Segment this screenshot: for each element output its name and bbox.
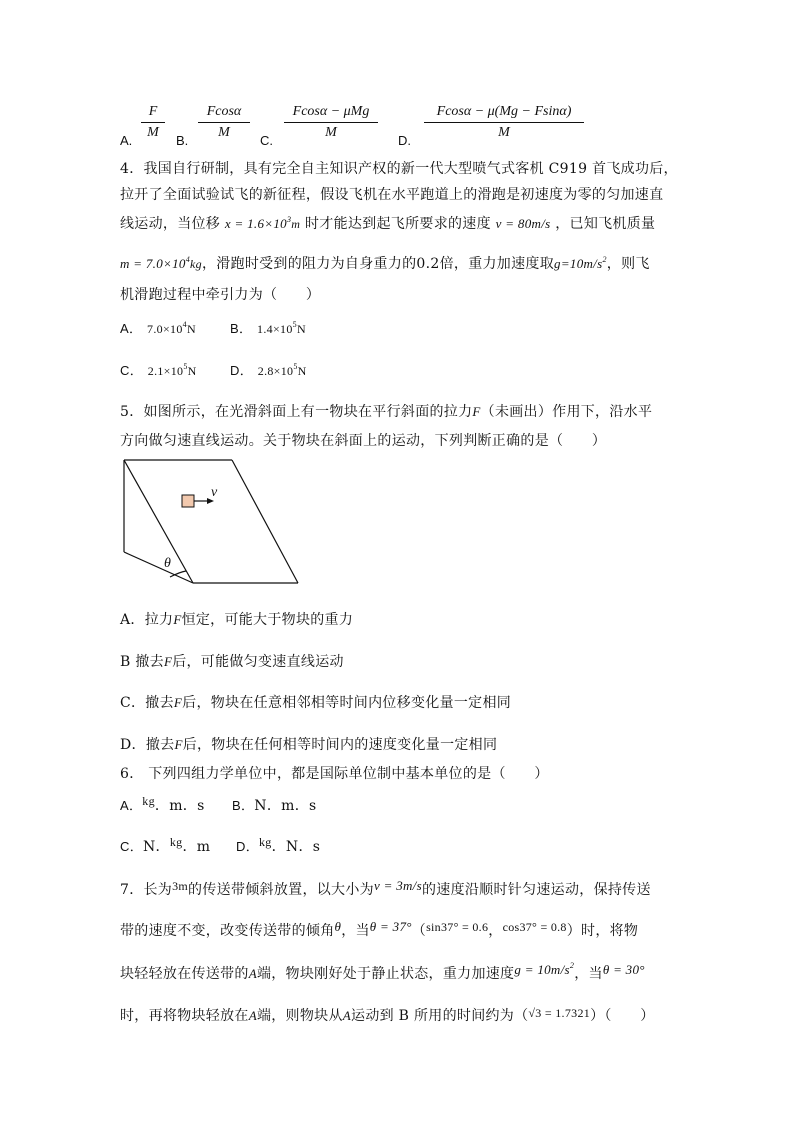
q3-option-d-fraction	[424, 104, 584, 141]
q4-option-c	[120, 360, 197, 379]
q6-option-b	[232, 795, 317, 815]
q4-mass-formula	[120, 256, 202, 271]
q7-line-4-mid: 端，则物块从	[256, 1008, 343, 1024]
q4-line-4-end: ，则飞	[606, 256, 650, 272]
q4-option-a-value	[147, 322, 196, 336]
q4-line-3-mid: 时才能达到起飞所要求的速度	[305, 216, 491, 232]
q7-line-2-end: ）时，将物	[566, 923, 639, 939]
q4-line-3	[120, 213, 655, 233]
q4-option-a-label: A．	[120, 321, 143, 336]
q7-line-2-when: ，当	[341, 923, 370, 939]
q6-option-a-kg: kg	[142, 794, 155, 808]
q4-option-d	[230, 360, 307, 379]
q5-option-d-end: 后，物块在任何相等时间内的速度变化量一定相同	[182, 737, 498, 753]
q7-point-a-3: A	[342, 1008, 352, 1023]
q4-option-b-unit: N	[296, 322, 306, 336]
q3-option-c-denominator: M	[325, 125, 337, 140]
q4-line-3-start: 线运动，当位移	[120, 216, 221, 232]
q4-option-d-unit: N	[297, 364, 307, 378]
q7-line-3-when: ，当	[574, 966, 603, 982]
q4-option-c-exponent: 5	[183, 362, 188, 371]
incline-back-edge	[232, 460, 298, 583]
q7-line-3	[120, 963, 645, 983]
q4-option-d-exponent: 5	[293, 362, 298, 371]
q4-displacement-value: x = 1.6×10	[224, 216, 287, 231]
q7-line-1-end: 的速度沿顺时针匀速运动，保持传送	[421, 882, 651, 898]
q6-option-a	[120, 795, 205, 815]
q3-option-c-fraction	[284, 104, 378, 141]
q5-option-c-start: C．撤去	[120, 695, 174, 711]
q7-line-4-start: 时，再将物块轻放在	[120, 1008, 249, 1024]
q7-gravity	[514, 962, 574, 977]
q5-option-c-end: 后，物块在任意相邻相等时间内位移变化量一定相同	[182, 695, 512, 711]
q6-option-c-label: C．	[120, 839, 143, 854]
q7-cos37: cos37° = 0.8	[502, 920, 567, 934]
q7-paren-open: （	[411, 923, 427, 939]
q4-option-d-value	[258, 364, 307, 378]
q6-option-a-label: A．	[120, 798, 143, 813]
q3-option-a-label: A.	[120, 133, 133, 148]
q3-option-a-fraction	[141, 104, 165, 141]
q6-line-1: 6． 下列四组力学单位中，都是国际单位制中基本单位的是（ ）	[120, 766, 549, 782]
q7-line-1	[120, 879, 651, 899]
q4-line-4	[120, 253, 650, 273]
q6-option-c-n: N．	[143, 839, 170, 855]
q7-sin37: sin37° = 0.6	[426, 920, 489, 934]
theta-label: θ	[164, 556, 171, 571]
q4-displacement-formula	[225, 216, 300, 231]
incline-front-slope-edge	[124, 552, 193, 583]
q4-mass-value: m = 7.0×10	[120, 256, 186, 271]
q5-option-b	[120, 651, 344, 671]
q3-option-c-numerator: Fcosα − μMg	[284, 104, 378, 123]
q3-option-b-fraction	[198, 104, 250, 141]
q5-option-c	[120, 692, 511, 712]
q4-option-c-unit: N	[187, 364, 197, 378]
q7-line-1-start: 7．长为	[120, 882, 173, 898]
q5-line-1-start: 5．如图所示，在光滑斜面上有一物块在平行斜面的拉力	[120, 404, 473, 420]
q5-option-b-end: 后，可能做匀变速直线运动	[172, 654, 344, 670]
q3-option-d-denominator: M	[498, 125, 510, 140]
q7-sqrt3: √3 = 1.7321	[528, 1006, 591, 1020]
q4-option-b-exponent: 5	[292, 320, 297, 329]
q4-option-a	[120, 318, 196, 337]
q4-line-4-mid: ，滑跑时受到的阻力为自身重力的0.2倍，重力加速度取	[201, 256, 555, 272]
q4-option-b-value	[257, 322, 306, 336]
q3-option-a-numerator: F	[141, 104, 165, 123]
incline-figure	[110, 450, 310, 595]
q5-option-a-start: A．拉力	[120, 612, 174, 628]
q4-displacement-unit: m	[291, 217, 301, 231]
q7-line-4-end: ）（ ）	[590, 1008, 655, 1024]
q7-line-4-mid2: 运动到 B 所用的时间约为（	[351, 1008, 529, 1024]
q4-velocity-formula: v = 80m/s	[495, 216, 551, 231]
q5-option-d-force: F	[174, 737, 183, 752]
q3-option-b-label: B.	[176, 133, 189, 148]
q3-option-b-denominator: M	[218, 125, 230, 140]
q6-option-d-kg: kg	[259, 835, 272, 849]
q6-option-b-text: N．m．s	[254, 798, 317, 814]
q7-comma: ，	[488, 923, 503, 939]
incline-ridge-edge	[124, 460, 193, 583]
q4-gravity-exponent: 2	[602, 255, 607, 264]
q5-force-symbol: F	[472, 404, 481, 419]
q5-option-b-force: F	[163, 654, 173, 669]
q5-line-1-end: （未画出）作用下，沿水平	[480, 404, 653, 420]
q4-option-b	[230, 318, 306, 337]
q7-line-4	[120, 1005, 655, 1025]
q7-point-a-1: A	[248, 966, 257, 981]
q4-option-a-exponent: 4	[182, 320, 187, 329]
q4-option-d-number: 2.8×10	[257, 364, 294, 378]
q6-option-c	[120, 836, 210, 856]
q4-option-c-value	[148, 364, 197, 378]
q7-gravity-exponent: 2	[569, 961, 575, 970]
q4-gravity-formula	[554, 256, 607, 271]
q6-option-d-rest: ．N．s	[271, 839, 321, 855]
q4-mass-exponent: 4	[185, 255, 190, 264]
q5-option-a-end: 恒定，可能大于物块的重力	[181, 612, 354, 628]
q7-line-3-mid: 端，物块刚好处于静止状态，重力加速度	[256, 966, 515, 982]
q7-theta-37: θ = 37°	[369, 919, 412, 934]
q6-option-c-kg: kg	[169, 835, 183, 849]
q5-option-d	[120, 734, 497, 754]
q6-option-d-label: D．	[236, 839, 259, 854]
q7-line-2-start: 带的速度不变，改变传送带的倾角	[120, 923, 335, 939]
q3-option-c-label: C.	[260, 133, 273, 148]
q7-velocity: v = 3m/s	[373, 878, 422, 893]
velocity-label: v	[211, 485, 218, 500]
q5-option-d-start: D．撤去	[120, 737, 175, 753]
q7-point-a-2: A	[248, 1008, 257, 1023]
q4-option-a-unit: N	[186, 322, 196, 336]
q5-option-a	[120, 609, 353, 629]
q4-option-b-label: B．	[230, 321, 253, 336]
q4-option-d-label: D．	[230, 363, 253, 378]
q4-option-c-label: C．	[120, 363, 143, 378]
q4-option-a-number: 7.0×10	[147, 322, 183, 336]
q7-line-2	[120, 920, 638, 940]
q5-line-2: 方向做匀速直线运动。关于物块在斜面上的运动，下列判断正确的是（ ）	[120, 433, 607, 449]
q5-option-a-force: F	[173, 612, 182, 627]
q3-option-d-label: D.	[398, 133, 411, 148]
q4-line-5: 机滑跑过程中牵引力为（ ）	[120, 287, 321, 303]
q5-option-b-start: B 撤去	[120, 654, 164, 670]
q6-option-a-rest: ．m．s	[154, 798, 205, 814]
q4-displacement-exponent: 3	[286, 215, 292, 224]
q4-option-c-number: 2.1×10	[147, 364, 184, 378]
q3-option-d-numerator: Fcosα − μ(Mg − Fsinα)	[424, 104, 584, 123]
q4-gravity-value: g=10m/s	[554, 256, 603, 271]
block	[182, 495, 194, 507]
q5-option-c-force: F	[173, 695, 183, 710]
q4-line-1: 4．我国自行研制，具有完全自主知识产权的新一代大型喷气式客机 C919 首飞成功后，	[120, 161, 678, 177]
q7-gravity-value: g = 10m/s	[514, 962, 570, 977]
q6-option-b-label: B．	[232, 798, 255, 813]
q6-option-c-rest: ．m	[182, 839, 211, 855]
q7-length: 3m	[172, 879, 189, 893]
q4-line-3-end: ，已知飞机质量	[555, 216, 656, 232]
q6-option-d	[236, 836, 320, 856]
q3-option-a-denominator: M	[147, 125, 159, 140]
q7-theta-30: θ = 30°	[602, 962, 645, 977]
q4-option-b-number: 1.4×10	[257, 322, 293, 336]
q5-line-1	[120, 401, 652, 421]
q7-line-1-mid: 的传送带倾斜放置，以大小为	[188, 882, 374, 898]
q3-option-b-numerator: Fcosα	[198, 104, 250, 123]
q4-mass-unit: kg	[190, 257, 202, 271]
q7-theta: θ	[334, 919, 342, 934]
q4-line-2: 拉开了全面试验试飞的新征程，假设飞机在水平跑道上的滑跑是初速度为零的匀加速直	[120, 187, 664, 203]
q7-line-3-start: 块轻轻放在传送带的	[120, 966, 249, 982]
